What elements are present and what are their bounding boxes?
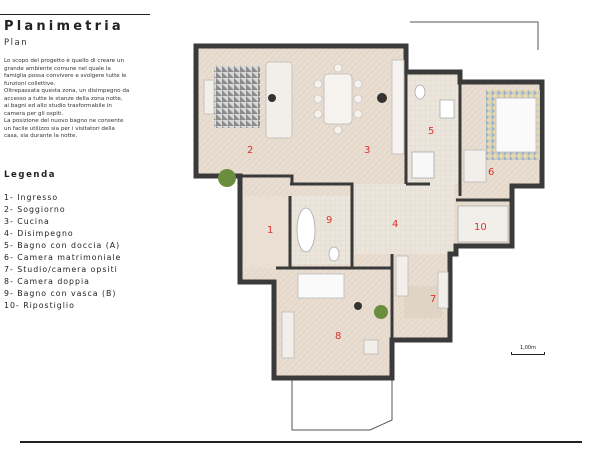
page-subtitle: Plan — [4, 38, 29, 48]
sofa-bed — [438, 272, 448, 308]
armchair — [204, 80, 214, 114]
description-line: casa, sia durante la notte. — [4, 133, 78, 139]
double-bed — [496, 98, 536, 152]
room-number-9: 9 — [326, 215, 333, 226]
description-line: Oltrepassata questa zona, un disimpegno da — [4, 88, 130, 94]
living-rug — [214, 66, 260, 128]
desk-8 — [282, 312, 294, 358]
page-title: Planimetria — [4, 19, 124, 34]
description-line: ai bagni ed allo studio trasformabile in — [4, 103, 112, 109]
description-line: un facile utilizzo sia per i visitatori della — [4, 125, 115, 132]
single-bed — [298, 274, 344, 298]
sink-a — [440, 100, 454, 118]
dog-icon — [268, 94, 276, 102]
description-line: Lo scopo del progetto è quello di creare un — [4, 58, 124, 64]
entry-floor — [244, 196, 288, 268]
legend-item: 6- Camera matrimoniale — [4, 253, 122, 262]
shower — [412, 152, 434, 178]
hall-floor — [354, 184, 454, 254]
description-line: famiglia possa convivere e svolgere tutte le — [4, 73, 127, 79]
toilet-b — [329, 247, 339, 261]
room-number-7: 7 — [430, 294, 437, 305]
description-line: accesso a tutte le stanze della zona notte, — [4, 95, 123, 102]
armchair-8 — [364, 340, 378, 354]
kitchen-counter — [392, 60, 404, 154]
legend-item: 9- Bagno con vasca (B) — [4, 289, 117, 298]
plant-icon — [374, 305, 388, 319]
description-line: funzioni collettive. — [4, 80, 56, 87]
legend-item: 2- Soggiorno — [4, 205, 66, 214]
dining-table — [324, 74, 352, 124]
scale-bar — [511, 352, 545, 355]
description-line: La posizione del nuovo bagno ne consente — [4, 118, 124, 124]
balcony-bottom — [292, 380, 392, 430]
balcony-top — [410, 22, 538, 50]
desk — [396, 256, 408, 296]
legend-item: 4- Disimpegno — [4, 229, 74, 238]
cat-icon — [377, 93, 387, 103]
wardrobe — [464, 150, 486, 182]
description-line: grande ambiente comune nel quale la — [4, 65, 111, 72]
legend-item: 7- Studio/camera opsiti — [4, 265, 118, 274]
dog-icon — [354, 302, 362, 310]
room-number-8: 8 — [335, 331, 342, 342]
legend-title: Legenda — [4, 170, 57, 180]
room-number-10: 10 — [474, 222, 487, 233]
room-number-3: 3 — [364, 145, 371, 156]
bathtub — [297, 208, 315, 252]
room-number-2: 2 — [247, 145, 254, 156]
legend-item: 3- Cucina — [4, 217, 50, 226]
legend-item: 8- Camera doppia — [4, 277, 90, 286]
toilet-a — [415, 85, 425, 99]
description-line: camera per gli ospiti. — [4, 110, 64, 117]
room-number-6: 6 — [488, 167, 495, 178]
room-number-1: 1 — [267, 225, 274, 236]
legend-item: 10- Ripostiglio — [4, 301, 75, 310]
room-number-5: 5 — [428, 126, 435, 137]
scale-label: 1,00m — [519, 345, 536, 351]
plant-icon — [218, 169, 236, 187]
footer-rule — [20, 441, 582, 443]
legend-item: 1- Ingresso — [4, 193, 59, 202]
room-number-4: 4 — [392, 219, 399, 230]
legend-item: 5- Bagno con doccia (A) — [4, 241, 121, 250]
